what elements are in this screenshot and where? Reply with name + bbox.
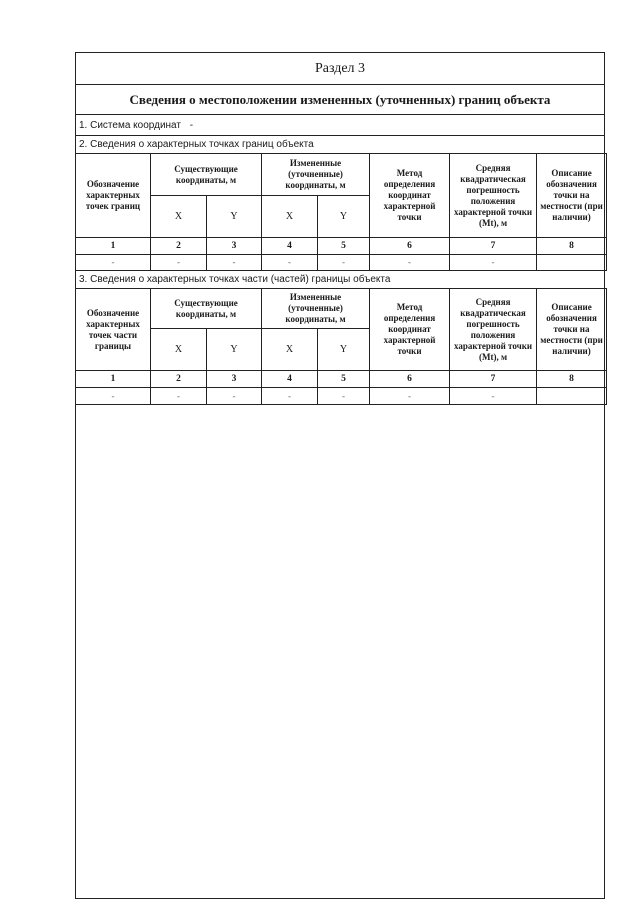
table2-col-number: 8 (537, 371, 607, 388)
table2-data-row (76, 388, 607, 405)
table2 (75, 288, 607, 405)
table2-col-number: 1 (76, 371, 151, 388)
table2-cell: - (207, 388, 262, 405)
section-subtitle: Сведения о местоположении измененных (уточненных) границ объекта (76, 85, 604, 115)
table2-col-number: 3 (207, 371, 262, 388)
table2-header-x-changed: X (262, 329, 318, 371)
table1-col-number: 4 (262, 238, 318, 255)
table2-header-x-existing: X (151, 329, 207, 371)
table2-header-designation: Обозначение характерных точек части границы (76, 289, 151, 371)
table1-header-description: Описание обозначения точки на местности (при наличии) (537, 154, 607, 238)
table2-cell: - (370, 388, 450, 405)
table1-cell: - (151, 255, 207, 271)
table2-caption: 3. Сведения о характерных точках части (частей) границы объекта (79, 274, 391, 285)
table1-header-method: Метод определения координат характерной точки (370, 154, 450, 238)
table2-cell: - (450, 388, 537, 405)
table1-header-row (76, 154, 607, 196)
table1-cell: - (207, 255, 262, 271)
section-title: Раздел 3 (76, 53, 604, 85)
table2-header-accuracy: Средняя квадратическая погрешность положения характерной точки (Mt), м (450, 289, 537, 371)
table2-col-number: 6 (370, 371, 450, 388)
table2-header-y-changed: Y (318, 329, 370, 371)
table1-header-x-existing: X (151, 196, 207, 238)
table1-cell: - (318, 255, 370, 271)
table1-col-number: 2 (151, 238, 207, 255)
table2-col-number: 4 (262, 371, 318, 388)
table1-col-number: 3 (207, 238, 262, 255)
table1-header-accuracy: Средняя квадратическая погрешность положения характерной точки (Mt), м (450, 154, 537, 238)
table1-col-number: 7 (450, 238, 537, 255)
table1 (75, 153, 607, 271)
coord-system-row (76, 115, 604, 136)
table2-header-method: Метод определения координат характерной точки (370, 289, 450, 371)
document-frame (75, 52, 605, 899)
table1-col-number: 1 (76, 238, 151, 255)
table1-data-row (76, 255, 607, 271)
table2-header-existing: Существующие координаты, м (151, 289, 262, 329)
table1-col-number: 6 (370, 238, 450, 255)
coord-system-value: - (189, 120, 194, 131)
table2-header-changed: Измененные (уточненные) координаты, м (262, 289, 370, 329)
table1-cell: - (76, 255, 151, 271)
table2-col-number: 5 (318, 371, 370, 388)
table1-header-y-existing: Y (207, 196, 262, 238)
table1-header-x-changed: X (262, 196, 318, 238)
table1-cell (537, 255, 607, 271)
table1-caption: 2. Сведения о характерных точках границ объекта (76, 136, 604, 154)
table1-cell: - (262, 255, 318, 271)
table1-col-number: 5 (318, 238, 370, 255)
table1-header-existing: Существующие координаты, м (151, 154, 262, 196)
table2-col-number: 7 (450, 371, 537, 388)
table1-number-row (76, 238, 607, 255)
table1-cell: - (370, 255, 450, 271)
table2-cell (537, 388, 607, 405)
table2-cell: - (151, 388, 207, 405)
coord-system-label: 1. Система координат (79, 120, 181, 131)
table1-header-designation: Обозначение характерных точек границ (76, 154, 151, 238)
table2-col-number: 2 (151, 371, 207, 388)
table2-cell: - (262, 388, 318, 405)
table2-cell: - (318, 388, 370, 405)
table1-header-changed: Измененные (уточненные) координаты, м (262, 154, 370, 196)
table1-col-number: 8 (537, 238, 607, 255)
table2-header-description: Описание обозначения точки на местности (при наличии) (537, 289, 607, 371)
table1-cell: - (450, 255, 537, 271)
table1-header-y-changed: Y (318, 196, 370, 238)
table2-header-y-existing: Y (207, 329, 262, 371)
table2-cell: - (76, 388, 151, 405)
table2-number-row (76, 371, 607, 388)
table2-header-row (76, 289, 607, 329)
